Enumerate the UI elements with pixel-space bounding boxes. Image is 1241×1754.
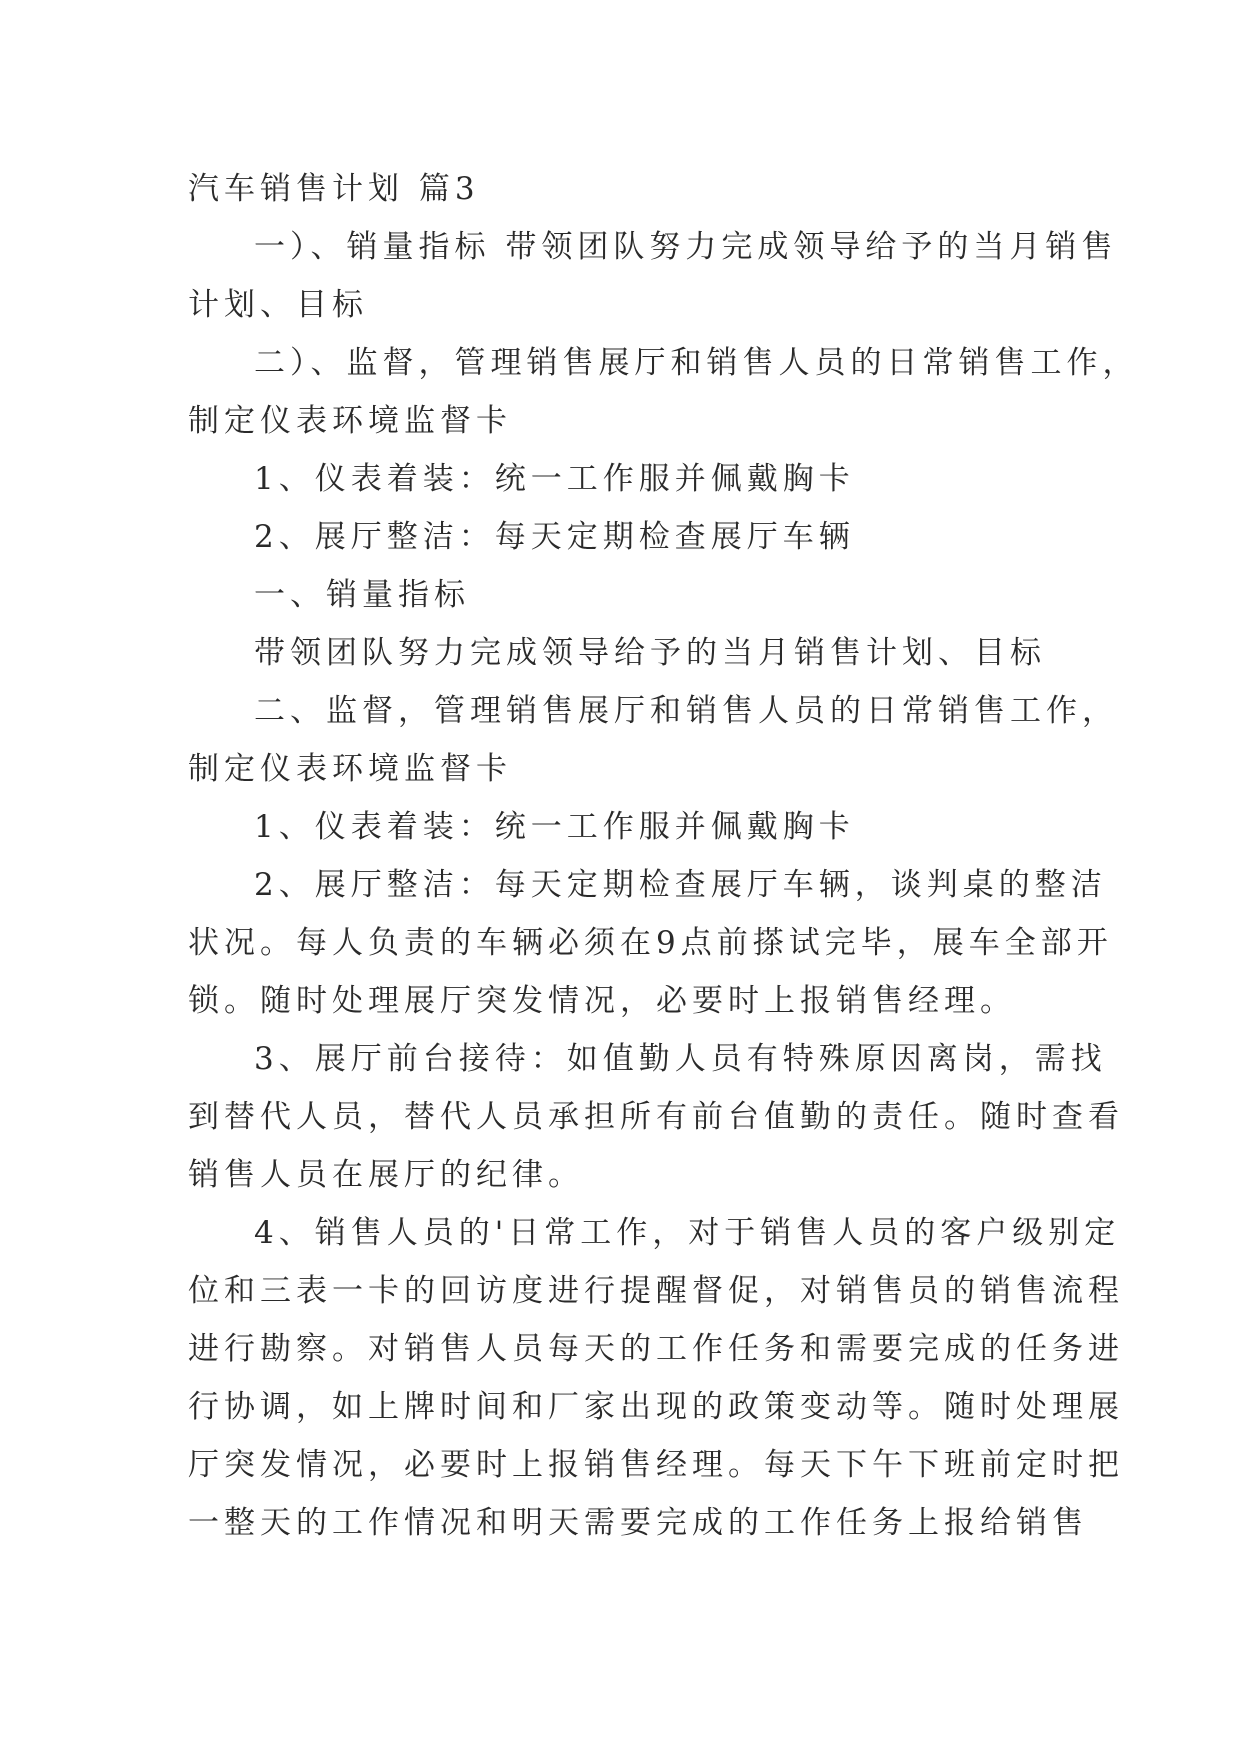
paragraph-line: 计划、目标 xyxy=(188,287,368,323)
paragraph-line: 4、销售人员的'日常工作，对于销售人员的客户级别定 xyxy=(254,1215,1121,1251)
paragraph-line: 销售人员在展厅的纪律。 xyxy=(188,1157,584,1193)
paragraph-line: 一整天的工作情况和明天需要完成的工作任务上报给销售 xyxy=(188,1505,1088,1541)
paragraph-line: 锁。随时处理展厅突发情况，必要时上报销售经理。 xyxy=(188,983,1016,1019)
paragraph-line: 制定仪表环境监督卡 xyxy=(188,751,512,787)
paragraph-line: 进行勘察。对销售人员每天的工作任务和需要完成的任务进 xyxy=(188,1331,1124,1367)
paragraph-line: 2、展厅整洁：每天定期检查展厅车辆 xyxy=(254,519,855,555)
paragraph-line: 2、展厅整洁：每天定期检查展厅车辆，谈判桌的整洁 xyxy=(254,867,1107,903)
paragraph-line: 状况。每人负责的车辆必须在9点前搽试完毕，展车全部开 xyxy=(188,925,1113,961)
paragraph-line: 二、监督，管理销售展厅和销售人员的日常销售工作， xyxy=(254,693,1118,729)
document-title: 汽车销售计划 篇3 xyxy=(188,171,480,207)
paragraph-line: 厅突发情况，必要时上报销售经理。每天下午下班前定时把 xyxy=(188,1447,1124,1483)
paragraph-line: 1、仪表着装：统一工作服并佩戴胸卡 xyxy=(254,461,855,497)
paragraph-line: 位和三表一卡的回访度进行提醒督促，对销售员的销售流程 xyxy=(188,1273,1124,1309)
paragraph-line: 带领团队努力完成领导给予的当月销售计划、目标 xyxy=(254,635,1046,671)
paragraph-line: 制定仪表环境监督卡 xyxy=(188,403,512,439)
section-heading: 一、销量指标 xyxy=(254,577,470,613)
paragraph-line: 二）、监督，管理销售展厅和销售人员的日常销售工作， xyxy=(254,345,1139,381)
paragraph-line: 行协调，如上牌时间和厂家出现的政策变动等。随时处理展 xyxy=(188,1389,1124,1425)
document-body xyxy=(188,160,1139,1552)
paragraph-line: 1、仪表着装：统一工作服并佩戴胸卡 xyxy=(254,809,855,845)
paragraph-line: 3、展厅前台接待：如值勤人员有特殊原因离岗，需找 xyxy=(254,1041,1107,1077)
paragraph-line: 到替代人员，替代人员承担所有前台值勤的责任。随时查看 xyxy=(188,1099,1124,1135)
paragraph-line: 一）、销量指标 带领团队努力完成领导给予的当月销售 xyxy=(254,229,1118,265)
